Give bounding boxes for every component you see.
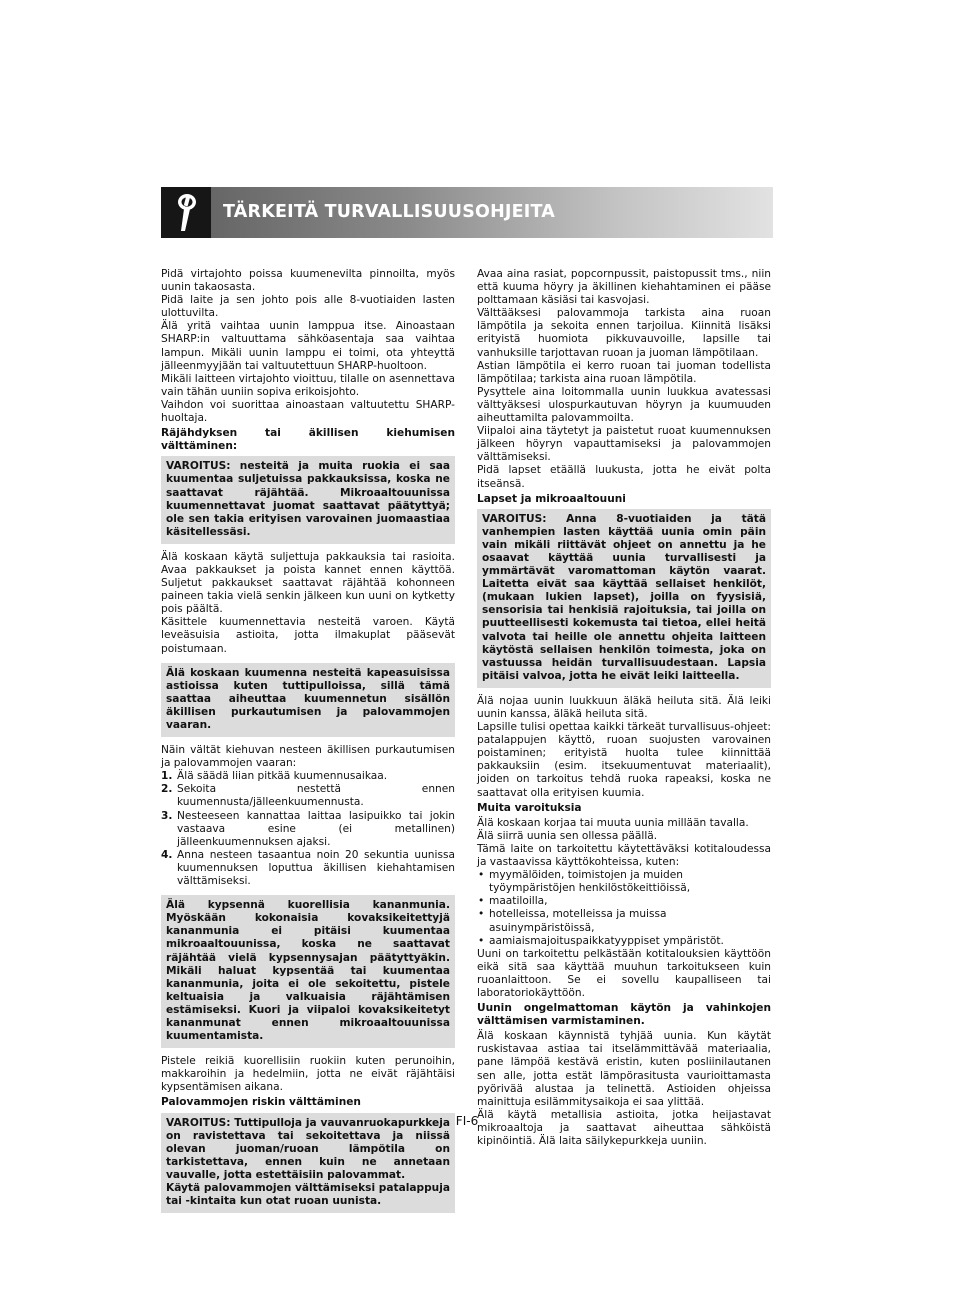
warning-text: VAROITUS: Tuttipulloja ja vauvanruokapurkkeja on ravistettava tai sekoitettava ja niissä olevan juoman/ruoan lämpötila on tarkistettava, ennen kuin ne annetaan vauvalle, jotta estettäisiin palovammat. [166,1116,450,1181]
paragraph: Vaihdon voi suorittaa ainoastaan valtuutettu SHARP-huoltaja. [161,398,455,425]
paragraph: Pidä virtajohto poissa kuumenevilta pinnoilta, myös uunin takaosasta. [161,268,455,294]
paragraph: Avaa aina rasiat, popcornpussit, paistopussit tms., niin että kuuma höyry ja äkillinen kiehahtaminen ei pääse polttamaan käsiäsi tai kasvojasi. [477,268,771,307]
list-text: Anna nesteen tasaantua noin 20 sekuntia uunissa kuumennuksen loputtua äkillisen kiehahtamisen välttämiseksi. [177,848,455,888]
section-heading: Räjähdyksen tai äkillisen kiehumisen välttäminen: [161,427,455,453]
warning-box: VAROITUS: nesteitä ja muita ruokia ei saa kuumentaa suljetuissa pakkauksissa, koska ne saattavat räjähtää. Mikroaaltouunissa kuumennettavat juomat saattavat päätyttyä; ole sen takia erityisen varovainen juomaastiaa käsitellessäsi. [161,456,455,544]
paragraph: Älä yritä vaihtaa uunin lamppua itse. Ainoastaan SHARP:in valtuuttama sähköasentaja saa vaihtaa lampun. Mikäli uunin lamppu ei toimi, ota yhteyttä jälleenmyyjään tai valtuutettuun SHARP-huoltoon. [161,320,455,372]
paragraph: Älä nojaa uunin luukkuun äläkä heiluta sitä. Älä leiki uunin kanssa, äläkä heiluta sitä. [477,694,771,720]
paragraph: Pistele reikiä kuorellisiin ruokiin kuten perunoihin, makkaroihin ja hedelmiin, jotta ne eivät räjähtäisi kypsentämisen aikana. [161,1055,455,1094]
bullet-list [477,869,771,948]
list-text: Älä säädä liian pitkää kuumennusaikaa. [177,770,388,783]
list-item [161,810,455,849]
paragraph: Tämä laite on tarkoitettu käytettäväksi kotitaloudessa ja vastaavissa käyttökohteissa, kuten: [477,842,771,869]
list-item [161,783,455,809]
left-column [161,268,455,1220]
list-number: 3. [161,809,173,822]
paragraph: Älä koskaan käytä suljettuja pakkauksia tai rasioita. Avaa pakkaukset ja poista kannet ennen käyttöä. Suljetut pakkaukset saattavat räjähtää kohonneen paineen takia vielä senkin jälkeen kun uuni on kytketty pois päältä. [161,550,455,616]
paragraph: Pidä laite ja sen johto pois alle 8-vuotiaiden lasten ulottuvilta. [161,294,455,320]
paragraph: Älä koskaan korjaa tai muuta uunia millään tavalla. [477,816,749,829]
numbered-list [161,770,455,888]
paragraph: Pysyttele aina loitommalla uunin luukkua avatessasi välttyäksesi ulospurkautuvan höyryn ja kuumuuden aiheuttamilta palovammoilta. [477,385,771,425]
paragraph: Älä käytä metallisia astioita, jotka heijastavat mikroaaltoja ja saattavat aiheuttaa sähköistä kipinöintiä. Älä laita säilykepurkkeja uuniin. [477,1108,771,1147]
section-heading: Muita varoituksia [477,801,582,814]
list-text: Sekoita nestettä ennen kuumennusta/jälleenkuumennusta. [177,783,455,809]
list-text: Nesteeseen kannattaa laittaa lasipuikko tai jokin vastaava esine (ei metallinen) jälleenkuumennuksen ajaksi. [177,809,455,848]
paragraph: Älä siirrä uunia sen ollessa päällä. [477,829,658,842]
paragraph: Näin vältät kiehuvan nesteen äkillisen purkautumisen ja palovammojen vaaran: [161,744,455,770]
warning-text: Käytä palovammojen välttämiseksi patalappuja tai -kintaita kun otat ruoan uunista. [166,1182,450,1208]
section-heading: Palovammojen riskin välttäminen [161,1096,361,1109]
list-item: • aamiaismajoituspaikkatyyppiset ympäristöt. [477,935,771,948]
paragraph: Lapsille tulisi opettaa kaikki tärkeät turvallisuus-ohjeet: patalappujen käyttö, ruoan suojusten varovainen poistaminen; erityistä huolta tulee kiinnittää pakkauksiin (esim. itsekuumentuvat materiaalit), joiden on tarkoitus tehdä ruoka rapeaksi, koska ne saattavat olla erityisen kuumia. [477,721,771,799]
list-item [161,770,455,783]
warning-tool-icon [172,193,200,233]
paragraph: Viipaloi aina täytetyt ja paistetut ruoat kuumennuksen jälkeen höyryn vapauttamiseksi ja palovammojen välttämiseksi. [477,425,771,464]
right-column [477,268,771,1148]
warning-box: Älä koskaan kuumenna nesteitä kapeasuisissa astioissa kuten tuttipulloissa, sillä tämä saattaa aiheuttaa kuumennetun sisällön äkillisen purkautumisen ja palovammojen vaaran. [161,663,455,737]
warning-box: VAROITUS: Anna 8-vuotiaiden ja tätä vanhempien lasten käyttää uunia omin päin vain mikäli riittävät ohjeet on annettu ja he osaavat käyttää uunia turvallisesti ja ymmärtävät varomattoman käytön vaarat. Laitetta eivät saa käyttää sellaiset henkilöt, (mukaan lukien lapset), joilla on fyysisiä, sensorisia tai henkisiä rajoituksia, tai joilla on puutteellisesti kokemusta tai tietoa, ellei heitä valvota tai heille ole annettu ohjeita laitteen käytöstä sellaisen henkilön toimesta, joka on vastuussa heidän turvallisuudestaan. Lapsia pitäisi valvoa, jotta he eivät leiki laitteella. [477,509,771,688]
banner-icon-box [161,187,211,238]
paragraph: Pidä lapset etäällä luukusta, jotta he eivät polta itseänsä. [477,464,771,490]
list-number: 1. [161,770,173,783]
section-banner [161,187,773,238]
list-item [161,849,455,888]
page-number: FI-6 [455,1114,479,1128]
list-item: • myymälöiden, toimistojen ja muiden työympäristöjen henkilöstökeittiöissä, [477,869,771,895]
paragraph: Astian lämpötila ei kerro ruoan tai juoman todellista lämpötilaa; tarkista aina ruoan lämpötila. [477,359,771,385]
paragraph: Välttääksesi palovammoja tarkista aina ruoan lämpötila ja sekoita ennen tarjoilua. Kiinnitä lisäksi erityistä huomiota pikkuvauvoille, lapsille tai vanhuksille tarjottavan ruoan ja juoman lämpötilaan. [477,307,771,359]
paragraph: Älä koskaan käynnistä tyhjää uunia. Kun käytät ruskistavaa astiaa tai itselämmittävää materiaalia, pane lämpöä kestävä eristin, kuten posliinilautanen sen alle, jotta estät lämpörasitusta vaurioittamasta pyörivää alustaa ja telinettä. Astioiden ohjeissa mainittuja esilämmitysaikoja ei saa ylittää. [477,1030,771,1108]
list-number: 2. [161,783,173,796]
section-heading: Uunin ongelmattoman käytön ja vahinkojen välttämisen varmistaminen. [477,1002,771,1028]
warning-box: Älä kypsennä kuorellisia kananmunia. Myöskään kokonaisia kovaksikeitettyjä kananmunia ei pitäisi kuumentaa mikroaaltouunissa, koska ne saattavat räjähtää vielä kypsennysajan päätyttyäkin. Mikäli haluat kypsentää tai kuumentaa kananmunia, joita ei ole sekoitettu, pistele keltuaisia ja valkuaisia räjähtämisen estämiseksi. Kuori ja viipaloi kovaksikeitetyt kananmunat ennen mikroaaltouunissa kuumentamista. [161,895,455,1048]
paragraph: Mikäli laitteen virtajohto vioittuu, tilalle on asennettava vain tähän uuniin sopiva erikoisjohto. [161,372,455,398]
paragraph: Käsittele kuumennettavia nesteitä varoen. Käytä leveäsuisia astioita, jotta ilmakuplat pääsevät poistumaan. [161,616,455,655]
section-heading: Lapset ja mikroaaltouuni [477,492,626,505]
list-item: • maatiloilla, [477,895,771,908]
paragraph: Uuni on tarkoitettu pelkästään kotitalouksien käyttöön eikä sitä saa käyttää muuhun tarkoitukseen kuin ruoanlaittoon. Se ei sovellu kaupalliseen tai laboratoriokäyttöön. [477,947,771,999]
list-item: • hotelleissa, motelleissa ja muissa asuinympäristöissä, [477,908,771,934]
list-number: 4. [161,848,173,861]
page-title: TÄRKEITÄ TURVALLISUUSOHJEITA [223,202,556,222]
